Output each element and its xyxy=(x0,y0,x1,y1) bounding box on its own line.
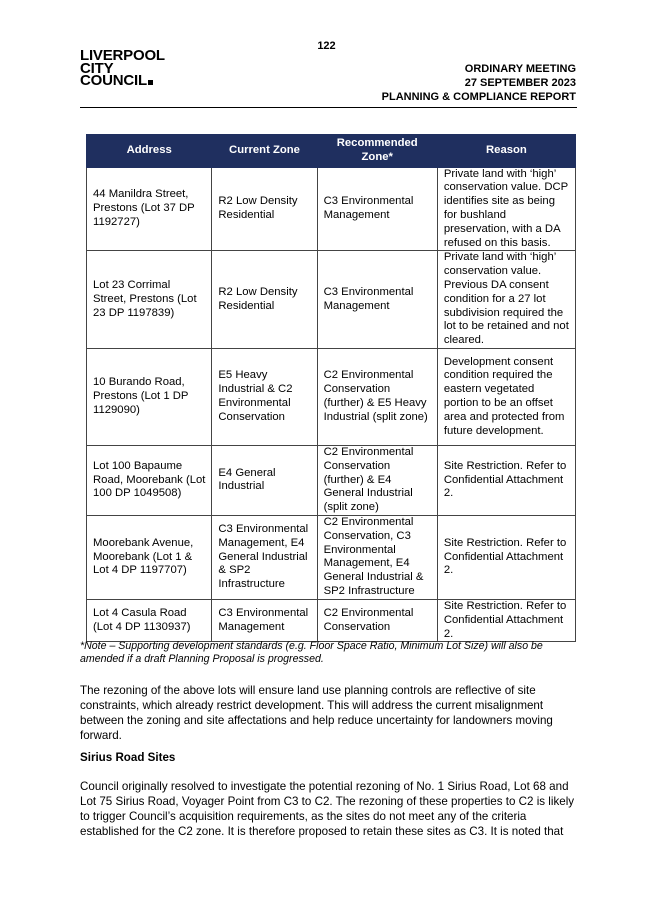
cell-address: Moorebank Avenue, Moorebank (Lot 1 & Lot 4 DP 1197707) xyxy=(87,515,212,599)
cell-reason: Site Restriction. Refer to Confidential Attachment 2. xyxy=(437,515,575,599)
cell-reason: Development consent condition required the eastern vegetated portion to be an offset area and protected from future development. xyxy=(437,348,575,445)
cell-address: Lot 23 Corrimal Street, Prestons (Lot 23 DP 1197839) xyxy=(87,251,212,349)
cell-current-zone: C3 Environmental Management xyxy=(212,599,317,641)
meeting-header xyxy=(465,62,576,90)
table-row xyxy=(87,251,576,349)
logo-dot-icon xyxy=(148,80,153,85)
table-footnote: *Note – Supporting development standards (e.g. Floor Space Ratio, Minimum Lot Size) will also be amended if a draft Planning Proposal is progressed. xyxy=(80,640,543,665)
cell-recommended-zone: C2 Environmental Conservation, C3 Environmental Management, E4 General Industrial & SP2 Infrastructure xyxy=(317,515,437,599)
report-title: PLANNING & COMPLIANCE REPORT xyxy=(381,91,576,103)
header-current-zone: Current Zone xyxy=(212,135,317,168)
logo-line-1: LIVERPOOL xyxy=(80,47,165,64)
cell-recommended-zone: C3 Environmental Management xyxy=(317,251,437,349)
table-header-row xyxy=(87,135,576,168)
table-row xyxy=(87,515,576,599)
rezoning-table xyxy=(86,134,576,642)
cell-recommended-zone: C2 Environmental Conservation (further) & E5 Heavy Industrial (split zone) xyxy=(317,348,437,445)
body-paragraph: Council originally resolved to investigate the potential rezoning of No. 1 Sirius Road, Lot 68 and Lot 75 Sirius Road, Voyager Point from C3 to C2. The rezoning of these properties to C2 is likely to trigger Council’s acquisition requirements, as the sites do not meet any of the criteria established for the C2 zone. It is therefore proposed to retain these sites as C3. It is noted that xyxy=(80,780,575,838)
table-row xyxy=(87,445,576,515)
cell-reason: Private land with ‘high’ conservation value. DCP identifies site as being for bushland preservation, with a DA refused on this basis. xyxy=(437,167,575,251)
cell-current-zone: E5 Heavy Industrial & C2 Environmental Conservation xyxy=(212,348,317,445)
header-recommended-zone: Recommended Zone* xyxy=(317,135,437,168)
cell-address: Lot 100 Bapaume Road, Moorebank (Lot 100 DP 1049508) xyxy=(87,445,212,515)
cell-address: Lot 4 Casula Road (Lot 4 DP 1130937) xyxy=(87,599,212,641)
table-row xyxy=(87,599,576,641)
header-address: Address xyxy=(87,135,212,168)
meeting-date: 27 SEPTEMBER 2023 xyxy=(464,77,576,89)
page-number: 122 xyxy=(317,40,336,52)
logo-line-2: CITY xyxy=(80,59,114,77)
table-row xyxy=(87,348,576,445)
table-row xyxy=(87,167,576,251)
cell-recommended-zone: C2 Environmental Conservation (further) & E4 General Industrial (split zone) xyxy=(317,445,437,515)
cell-current-zone: E4 General Industrial xyxy=(212,445,317,515)
cell-address: 44 Manildra Street, Prestons (Lot 37 DP 1192727) xyxy=(87,167,212,251)
section-heading: Sirius Road Sites xyxy=(80,751,176,764)
cell-address: 10 Burando Road, Prestons (Lot 1 DP 1129090) xyxy=(87,348,212,445)
logo-line-3: COUNCIL xyxy=(80,72,147,89)
cell-current-zone: C3 Environmental Management, E4 General Industrial & SP2 Infrastructure xyxy=(212,515,317,599)
cell-reason: Private land with ‘high’ conservation value. Previous DA consent condition for a 27 lot subdivision required the lot to be retained and not cleared. xyxy=(437,251,575,349)
cell-reason: Site Restriction. Refer to Confidential Attachment 2. xyxy=(437,445,575,515)
cell-recommended-zone: C2 Environmental Conservation xyxy=(317,599,437,641)
cell-recommended-zone: C3 Environmental Management xyxy=(317,167,437,251)
header-divider xyxy=(80,107,577,108)
header-reason: Reason xyxy=(437,135,575,168)
body-paragraph: The rezoning of the above lots will ensure land use planning controls are reflective of site constraints, which already restrict development. This will address the current misalignment between the zoning and site affectations and help reduce uncertainty for landowners moving forward. xyxy=(80,684,553,742)
cell-current-zone: R2 Low Density Residential xyxy=(212,167,317,251)
cell-current-zone: R2 Low Density Residential xyxy=(212,251,317,349)
cell-reason: Site Restriction. Refer to Confidential Attachment 2. xyxy=(437,599,575,641)
meeting-title: ORDINARY MEETING xyxy=(464,63,576,75)
council-logo xyxy=(80,47,165,89)
